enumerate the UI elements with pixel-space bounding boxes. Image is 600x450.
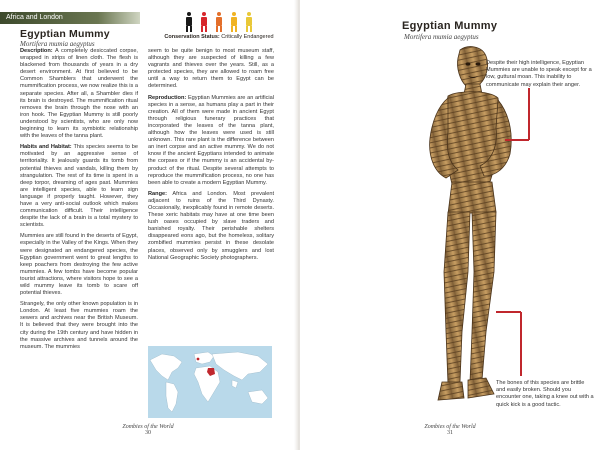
paragraph-4: Strangely, the only other known population is in London. At least five mummies roam the sewers and archives near the British Museum. It is believed that they were brought into the city during the 19th century and have hidden in the massive archives and tunnels around the museum. The mummies [20,301,138,350]
left-page [0,0,296,450]
reproduction-heading: Reproduction: [148,94,187,101]
range-heading: Range: [148,190,167,197]
left-footer [120,424,176,436]
description-text: A completely desiccated corpse, wrapped in strips of linen cloth. The flesh is blackened from thousands of years in a dry desert environment. At first believed to be Common Shamblers that underwent the mummification process, we now realize this is a separate species. After all, a Shambler dies if its brain is destroyed. The mummification ritual removes the brain through the nose with an iron hook. The Egyptian Mummy is still poorly understood by scientists, who are only now beginning to learn its symbiotic relationship with the leaves of the tanna plant. [20,48,138,140]
range-text: Africa and London. Most prevalent adjacent to ruins of the Third Dynasty. Occasionally, inexplicably found in remote deserts. These xeric habitats may have at one time been lush oases occupied by slave traders and banished royalty. Their perishable shelters disappeared eons ago, but the homeless, solitary zombified mummies persist in these desolate places, observed only by smugglers and lost National Geographic Society photographers. [148,190,275,261]
habits-heading: Habits and Habitat: [20,144,72,151]
entry-title: Egyptian Mummy [20,28,110,40]
conservation-figures [154,12,284,32]
conservation-status [154,12,284,40]
text-column-2 [148,48,274,266]
reproduction-text: Egyptian Mummies are an artificial species in a sense, as humans play a part in their creation. All of them were made in ancient Egypt through religious funerary practices that incorporated the leaves of the tanna plant, although how the leaves were used is still unknown. This rare plant is the difference between an inert corpse and an active mummy. We do not know if the ancient Egyptians intended to animate the corpses or if the mummy is an accidental by-product of the ritual. Despite several attempts to reproduce the mummification process, no one has been able to create a modern Egyptian Mummy. [148,94,274,186]
conservation-value: Critically Endangered [221,34,274,40]
london-marker [197,358,200,361]
callout-line-bottom [520,312,522,376]
mummy-illustration [402,42,532,416]
illustration-title: Egyptian Mummy [402,20,498,32]
chapter-tab: Africa and London [0,12,140,24]
person-icon [200,12,208,32]
annotation-bottom: The bones of this species are brittle and easily broken. Should you encounter one, taking a knee out with a quick kick is a good tactic. [496,380,594,408]
habits-text: This species seems to be motivated by an aggressive sense of territoriality. It jealously guards its tomb from potential thieves and vandals, killing them by strangulation. The rest of its time is spent in a deep torpor, dreaming of ages past. Mummies are intelligent species, able to learn sign language if properly taught. However, they have a very anti-social outlook which makes communication difficult. Their intelligence despite the lack of a brain is a total mystery to scientists. [20,144,138,229]
paragraph-3: Mummies are still found in the deserts of Egypt, especially in the Valley of the Kings. When they were designated an endangered species, the Egyptian government went to great lengths to keep poachers from destroying the few active mummies. A few tombs have become popular tourist attractions, where visitors hope to see a wild mummy leave its tomb to scare off potential thieves. [20,233,138,297]
range-map [148,346,272,418]
annotation-top: Despite their high intelligence, Egyptian Mummies are unable to speak except for a low, guttural moan. This inability to communicate may explain their anger. [486,60,592,88]
world-map-graphic [148,346,272,418]
person-icon [230,12,238,32]
habits-paragraph [20,144,138,229]
reproduction-paragraph [148,95,274,187]
callout-line-top [528,88,530,140]
range-paragraph [148,191,274,262]
conservation-label: Conservation Status: [164,34,220,40]
page-number: 31 [447,430,453,436]
continued-paragraph: seem to be quite benign to most museum staff, although they are suspected of killing a few vagrants and thieves over the years. Still, as a protected species, they are allowed to roam free until a way to return them to Egypt can be determined. [148,48,274,90]
conservation-status-text [154,34,284,40]
person-icon [215,12,223,32]
footer-title: Zombies of the World [122,424,174,430]
right-footer [420,424,480,436]
footer-title: Zombies of the World [424,424,476,430]
person-icon [185,12,193,32]
illustration-scientific-name: Mortifera mumia aegyptus [404,33,479,41]
description-heading: Description: [20,48,53,54]
callout-line-bottom-h [496,311,521,313]
page-number: 30 [145,430,151,436]
person-icon [245,12,253,32]
description-paragraph [20,48,138,140]
callout-line-top-h [505,139,529,141]
text-column-1 [20,48,138,355]
scientific-name: Mortifera mumia aegyptus [20,40,95,48]
